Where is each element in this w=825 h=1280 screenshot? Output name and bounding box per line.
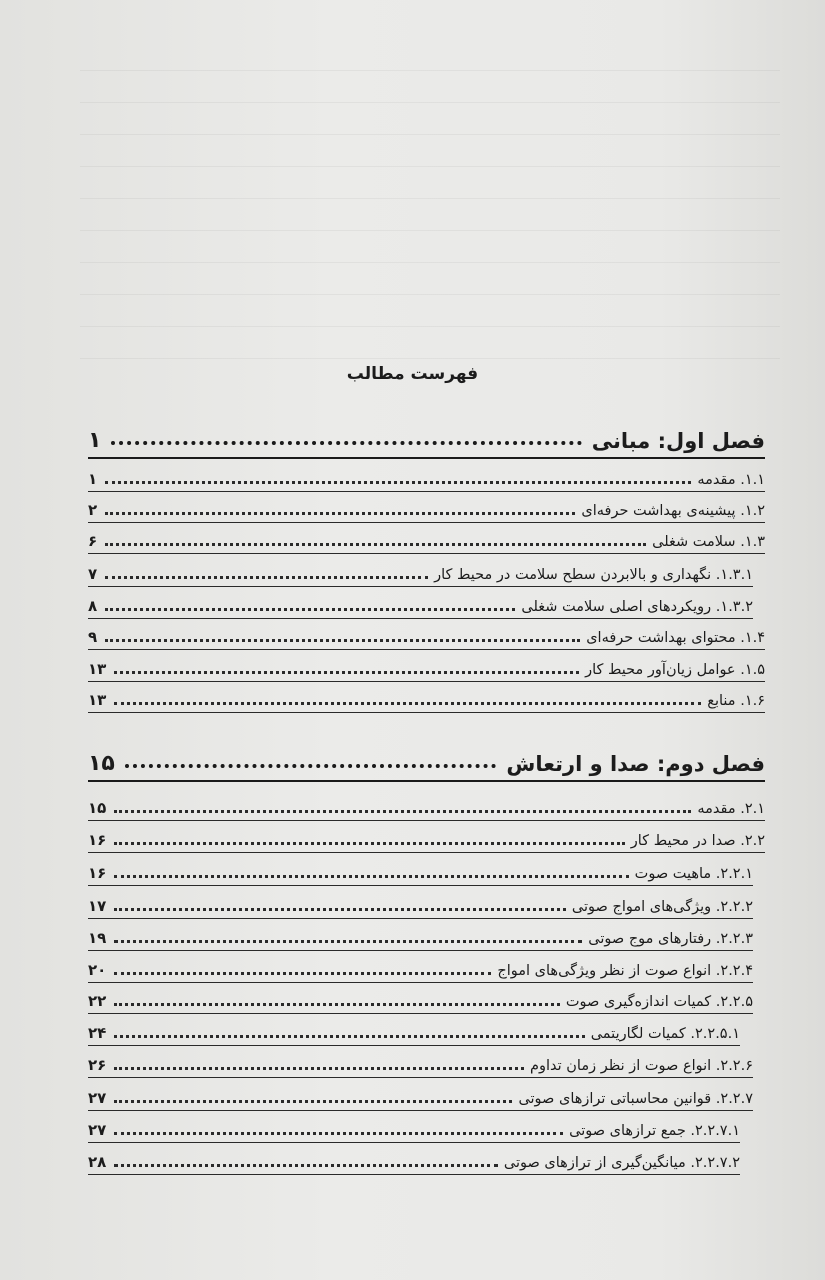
dot-leader: [114, 1003, 560, 1006]
dot-leader: [114, 1067, 524, 1070]
toc-entry: [88, 828, 765, 853]
toc-entry: [88, 467, 765, 492]
entry-title: ۲.۲.۷. قوانین محاسباتی ترازهای صوتی: [518, 1091, 753, 1107]
chapter-title: فصل دوم: صدا و ارتعاش: [506, 752, 765, 776]
toc-entry: [88, 594, 753, 619]
dot-leader: [114, 972, 491, 975]
entry-title: ۲.۲.۵. کمیات اندازه‌گیری صوت: [565, 994, 753, 1010]
chapter-page-number: ۱۵: [88, 751, 115, 776]
toc-entry: [88, 894, 753, 919]
entry-page-number: ۶: [88, 532, 98, 550]
toc-entry: [88, 1150, 740, 1175]
dot-leader: [114, 842, 624, 845]
entry-page-number: ۹: [88, 628, 98, 646]
entry-title: ۱.۵. عوامل زیان‌آور محیط کار: [585, 662, 765, 678]
toc-entry: [88, 989, 753, 1014]
page-title: فهرست مطالب: [346, 364, 479, 384]
dot-leader: [105, 512, 575, 515]
toc-entry: [88, 498, 765, 523]
toc-entry: [88, 926, 753, 951]
entry-page-number: ۲۶: [88, 1056, 107, 1074]
entry-title: ۲.۲.۷.۲. میانگین‌گیری از ترازهای صوتی: [503, 1155, 740, 1171]
toc-entry: [88, 1021, 740, 1046]
dot-leader: [114, 1035, 584, 1038]
chapter-title: فصل اول: مبانی: [591, 429, 765, 453]
toc-entry: [88, 861, 753, 886]
entry-title: ۱.۳. سلامت شغلی: [652, 534, 765, 550]
entry-page-number: ۲۸: [88, 1153, 107, 1171]
toc-entry: [88, 1118, 740, 1143]
entry-title: ۲.۲.۷.۱. جمع ترازهای صوتی: [569, 1123, 740, 1139]
dot-leader: [114, 671, 579, 674]
dot-leader: [105, 543, 646, 546]
entry-title: ۱.۳.۱. نگهداری و بالابردن سطح سلامت در محیط کار: [434, 567, 753, 583]
chapter-page-number: ۱: [88, 428, 102, 453]
dot-leader: [105, 481, 691, 484]
entry-title: ۱.۶. منابع: [707, 693, 765, 709]
dot-leader: [114, 1164, 498, 1167]
entry-title: ۲.۲. صدا در محیط کار: [630, 833, 765, 849]
toc-entry: [88, 958, 753, 983]
toc-entry: [88, 625, 765, 650]
dot-leader: [105, 576, 428, 579]
dot-leader: [125, 764, 497, 768]
dot-leader: [114, 940, 582, 943]
entry-page-number: ۱۶: [88, 831, 107, 849]
dot-leader: [105, 639, 580, 642]
entry-page-number: ۸: [88, 597, 98, 615]
entry-page-number: ۱: [88, 470, 98, 488]
toc-entry: [88, 688, 765, 713]
dot-leader: [111, 441, 581, 445]
chapter-heading: [88, 417, 765, 459]
entry-page-number: ۲: [88, 501, 98, 519]
entry-title: ۱.۲. پیشینه‌ی بهداشت حرفه‌ای: [581, 503, 765, 519]
entry-title: ۱.۱. مقدمه: [697, 472, 765, 488]
dot-leader: [114, 1132, 563, 1135]
entry-title: ۲.۲.۲. ویژگی‌های امواج صوتی: [571, 899, 753, 915]
toc-entry: [88, 529, 765, 554]
entry-title: ۲.۲.۶. انواع صوت از نظر زمان تداوم: [530, 1058, 753, 1074]
toc-entry: [88, 657, 765, 682]
entry-page-number: ۲۰: [88, 961, 107, 979]
entry-page-number: ۱۳: [88, 660, 107, 678]
entry-page-number: ۲۷: [88, 1121, 107, 1139]
entry-title: ۲.۲.۵.۱. کمیات لگاریتمی: [590, 1026, 740, 1042]
entry-page-number: ۲۲: [88, 992, 107, 1010]
entry-page-number: ۷: [88, 565, 98, 583]
toc-entry: [88, 562, 753, 587]
toc-entry: [88, 796, 765, 821]
dot-leader: [114, 810, 691, 813]
entry-page-number: ۱۳: [88, 691, 107, 709]
entry-title: ۲.۲.۱. ماهیت صوت: [634, 866, 753, 882]
toc-entry: [88, 1053, 753, 1078]
dot-leader: [114, 875, 628, 878]
entry-page-number: ۱۷: [88, 897, 107, 915]
dot-leader: [105, 608, 515, 611]
entry-title: ۲.۲.۴. انواع صوت از نظر ویژگی‌های امواج: [497, 963, 753, 979]
entry-page-number: ۱۹: [88, 929, 107, 947]
bleed-through-texture: [80, 70, 780, 370]
entry-page-number: ۲۴: [88, 1024, 107, 1042]
toc-entry: [88, 1086, 753, 1111]
entry-title: ۱.۴. محتوای بهداشت حرفه‌ای: [586, 630, 765, 646]
dot-leader: [114, 702, 701, 705]
entry-title: ۲.۱. مقدمه: [697, 801, 765, 817]
dot-leader: [114, 1100, 512, 1103]
entry-title: ۱.۳.۲. رویکردهای اصلی سلامت شغلی: [521, 599, 753, 615]
entry-page-number: ۲۷: [88, 1089, 107, 1107]
entry-page-number: ۱۶: [88, 864, 107, 882]
entry-page-number: ۱۵: [88, 799, 107, 817]
chapter-heading: [88, 740, 765, 782]
dot-leader: [114, 908, 566, 911]
entry-title: ۲.۲.۳. رفتارهای موج صوتی: [588, 931, 753, 947]
